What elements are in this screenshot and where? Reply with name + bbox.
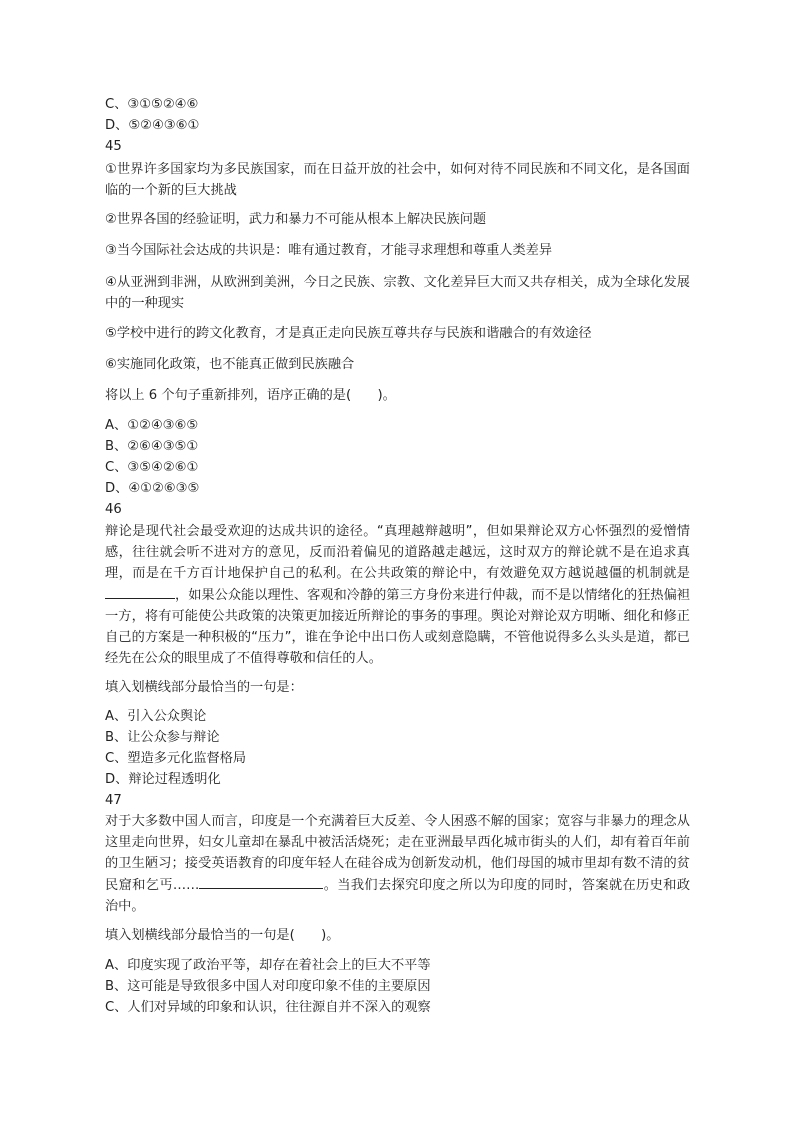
question-46-option-c: C、塑造多元化监督格局 <box>105 751 247 766</box>
question-46-option-b: B、让公众参与辩论 <box>105 730 220 745</box>
question-47-option-c: C、人们对异域的印象和认识，往往源自并不深入的观察 <box>105 1000 431 1015</box>
question-45-sentence-2: ②世界各国的经验证明，武力和暴力不可能从根本上解决民族问题 <box>105 212 487 227</box>
question-45-sentence-5: ⑤学校中进行的跨文化教育，才是真正走向民族互尊共存与民族和谐融合的有效途径 <box>105 326 592 341</box>
question-45-sentence-6: ⑥实施同化政策，也不能真正做到民族融合 <box>105 357 355 372</box>
question-46-number: 46 <box>105 502 122 517</box>
prev-option-c: C、③①⑤②④⑥ <box>105 97 199 112</box>
question-46-blank <box>105 584 175 599</box>
question-45-sentence-3: ③当今国际社会达成的共识是：唯有通过教育，才能寻求理想和尊重人类差异 <box>105 243 553 258</box>
question-47-blank <box>199 874 323 889</box>
question-46-option-d: D、辩论过程透明化 <box>105 772 221 787</box>
question-47-option-b: B、这可能是导致很多中国人对印度印象不佳的主要原因 <box>105 979 431 994</box>
prev-option-d: D、⑤②④③⑥① <box>105 118 200 133</box>
question-46-passage-after: ，如果公众能以理性、客观和冷静的第三方身份来进行仲裁，而不是以情绪化的狂热偏袒一方，将有可能使公共政策的决策更加接近所辩论的事务的事理。舆论对辩论双方明晰、细化和修正自己的方案是一种积极的“压力”，谁在争论中出口伤人或刻意隐瞒，不管他说得多么头头是道，都已经先在公众的眼里成了不值得尊敬和信任的人。 <box>105 588 690 666</box>
question-47-passage-before: 对于大多数中国人而言，印度是一个充满着巨大反差、令人困惑不解的国家；宽容与非暴力的理念从这里走向世界，妇女儿童却在暴乱中被活活烧死；走在亚洲最早西化城市街头的人们，却有着百年前的卫生陋习；接受英语教育的印度年轻人在硅谷成为创新发动机，他们母国的城市里却有数不清的贫民窟和乞丐…… <box>105 814 690 893</box>
question-45-number: 45 <box>105 139 122 154</box>
question-46-passage <box>105 521 690 669</box>
question-47-number: 47 <box>105 793 122 808</box>
question-47-passage-after: 。当我们去探究印度之所以为印度的同时，答案就在历史和政治中。 <box>105 878 691 914</box>
question-45-option-b: B、②⑥④③⑤① <box>105 439 199 454</box>
question-46-prompt: 填入划横线部分最恰当的一句是： <box>105 680 303 695</box>
question-46-passage-before: 辩论是现代社会最受欢迎的达成共识的途径。“真理越辩越明”，但如果辩论双方心怀强烈的爱憎情感，往往就会听不进对方的意见，反而沿着偏见的道路越走越远，这时双方的辩论就不是在追求真理，而是在千方百计地保护自己的私利。在公共政策的辩论中，有效避免双方越说越僵的机制就是 <box>105 524 690 581</box>
question-45-option-c: C、③⑤④②⑥① <box>105 460 199 475</box>
question-47-option-a: A、印度实现了政治平等，却存在着社会上的巨大不平等 <box>105 958 431 973</box>
question-45-sentence-1: ①世界许多国家均为多民族国家，而在日益开放的社会中，如何对待不同民族和不同文化，是各国面临的一个新的巨大挑战 <box>105 162 690 198</box>
question-45-sentence-4: ④从亚洲到非洲，从欧洲到美洲，今日之民族、宗教、文化差异巨大而又共存相关，成为全球化发展中的一种现实 <box>105 275 690 311</box>
question-47-prompt: 填入划横线部分最恰当的一句是( )。 <box>105 928 340 943</box>
question-45-prompt: 将以上 6 个句子重新排列，语序正确的是( )。 <box>105 388 396 403</box>
question-46-option-a: A、引入公众舆论 <box>105 709 207 724</box>
question-45-option-a: A、①②④③⑥⑤ <box>105 418 199 433</box>
question-47-passage <box>105 811 690 917</box>
question-45-option-d: D、④①②⑥③⑤ <box>105 481 200 496</box>
